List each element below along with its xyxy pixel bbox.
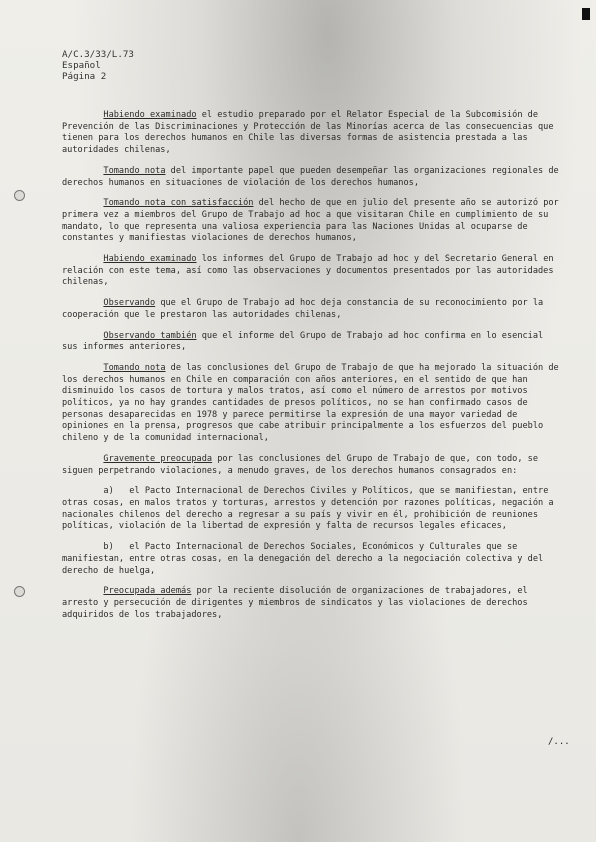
list-item	[62, 486, 562, 533]
preamble-paragraph	[62, 198, 562, 245]
resolution-body	[62, 110, 562, 630]
paragraph-text: de las conclusiones del Grupo de Trabajo de que ha mejorado la situación de los derechos humanos en Chile en comparación con años anteriores, en el sentido de que han disminuido los casos de tortura y malos tratos, así como el número de arrestos por motivos políticos, ya no hay grandes cantidades de presos políticos, no se han confirmado casos de personas desaparecidas en 1978 y parece permitirse la expresión de una mayor variedad de opiniones en la prensa, progresos que cabe atribuir principalmente a los esfuerzos del pueblo chileno y de la comunidad internacional,	[62, 362, 564, 444]
list-item-text: el Pacto Internacional de Derechos Civiles y Políticos, que se manifiestan, entre otras cosas, en malos tratos y torturas, arrestos y detención por razones políticas, negación a nacionales chilenos del derecho a regresar a su país y vivir en él, prohibición de reuniones políticas, violación de la libertad de expresión y falta de recursos legales eficaces,	[62, 486, 559, 532]
binder-hole	[14, 190, 25, 201]
paragraph-text: del hecho de que en julio del presente año se autorizó por primera vez a miembros del Grupo de Trabajo ad hoc a que visitaran Chile en cumplimiento de su mandato, lo que representa una valiosa experiencia para las Naciones Unidas al ocuparse de constantes y manifiestas violaciones de derechos humanos,	[62, 198, 564, 244]
list-marker: a)	[103, 486, 114, 497]
paragraph-lead: Tomando nota	[103, 165, 166, 176]
paragraph-lead: Habiendo examinado	[103, 254, 197, 265]
paragraph-lead: Tomando nota con satisfacción	[103, 198, 254, 209]
paragraph-lead: Habiendo examinado	[103, 110, 197, 120]
preamble-paragraph	[62, 454, 562, 477]
preamble-paragraph	[62, 254, 562, 289]
paragraph-text: del importante papel que pueden desempeñar las organizaciones regionales de derechos humanos en situaciones de violación de los derechos humanos,	[62, 165, 564, 188]
preamble-paragraph	[62, 331, 562, 354]
scan-corner-mark	[582, 8, 590, 20]
paragraph-text: los informes del Grupo de Trabajo ad hoc y del Secretario General en relación con este tema, así como las observaciones y documentos presentados por las autoridades chilenas,	[62, 254, 559, 288]
preamble-paragraph	[62, 586, 562, 621]
paragraph-lead: Observando también	[103, 330, 197, 341]
preamble-paragraph	[62, 298, 562, 321]
document-symbol: A/C.3/33/L.73	[62, 49, 134, 60]
list-item	[62, 542, 562, 577]
document-page-number: Página 2	[62, 71, 107, 82]
continuation-mark: /...	[548, 737, 570, 747]
preamble-paragraph	[62, 363, 562, 445]
paragraph-lead: Observando	[103, 298, 156, 309]
document-language: Español	[62, 60, 101, 71]
paragraph-text: que el informe del Grupo de Trabajo ad hoc confirma en lo esencial sus informes anteriores,	[62, 330, 549, 353]
binder-hole	[14, 586, 25, 597]
document-reference	[62, 49, 134, 82]
list-item-text: el Pacto Internacional de Derechos Sociales, Económicos y Culturales que se manifiestan, entre otras cosas, en la denegación del derecho a la negociación colectiva y del derecho de huelga,	[62, 542, 549, 576]
preamble-paragraph	[62, 110, 562, 157]
paragraph-lead: Tomando nota	[103, 362, 166, 373]
paragraph-text: que el Grupo de Trabajo ad hoc deja constancia de su reconocimiento por la cooperación que le prestaron las autoridades chilenas,	[62, 298, 549, 320]
paragraph-lead: Preocupada además	[103, 586, 192, 597]
paragraph-lead: Gravemente preocupada	[103, 453, 213, 464]
preamble-paragraph	[62, 166, 562, 189]
list-marker: b)	[103, 542, 114, 553]
paragraph-text: por la reciente disolución de organizaciones de trabajadores, el arresto y persecución de dirigentes y miembros de sindicatos y las violaciones de derechos adquiridos de los trabajadores,	[62, 586, 533, 620]
paragraph-text: el estudio preparado por el Relator Especial de la Subcomisión de Prevención de las Discriminaciones y Protección de las Minorías acerca de las consecuencias que tienen para los derechos humanos en Chile las diversas formas de asistencia prestada a las autoridades chilenas,	[62, 110, 559, 156]
paragraph-text: por las conclusiones del Grupo de Trabajo de que, con todo, se siguen perpetrando violaciones, a menudo graves, de los derechos humanos consagrados en:	[62, 453, 544, 476]
